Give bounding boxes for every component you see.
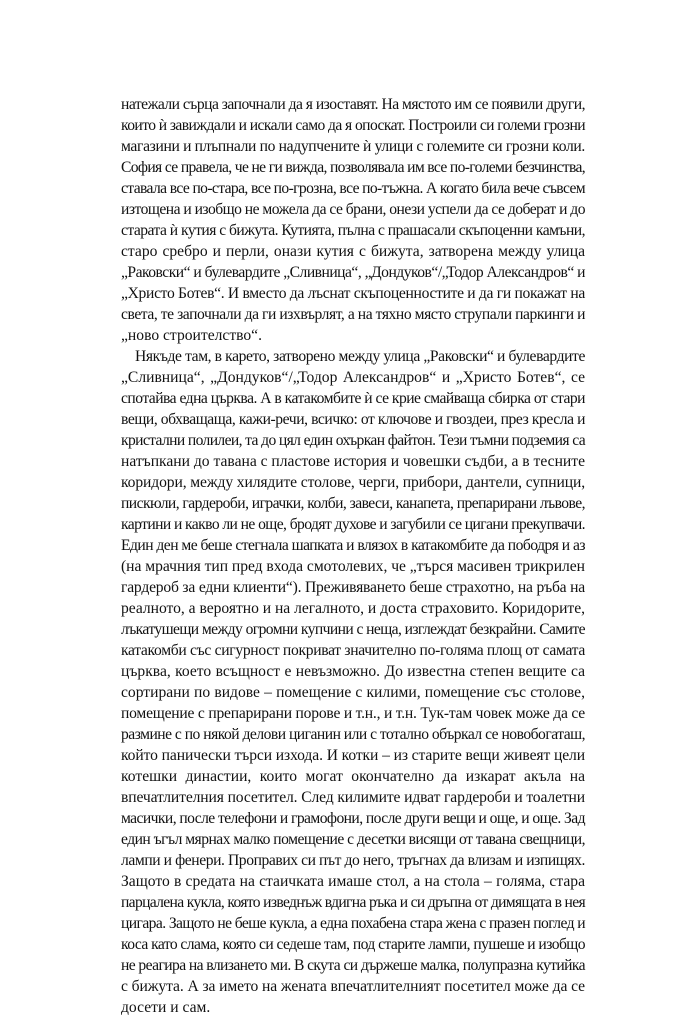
text-line: котешки династии, които могат окончателно да изкарат акъла на — [121, 768, 585, 785]
paragraph — [121, 94, 585, 346]
text-line: коса като слама, която си седеше там, под старите лампи, пушеше и изобщо — [121, 936, 585, 953]
text-line: натъпкани до тавана с пластове история и човешки съдби, а в тесните — [121, 453, 585, 470]
paragraph — [121, 346, 585, 1018]
text-line: лампи и фенери. Проправих си път до него, тръгнах да влизам и изпищях. — [121, 852, 585, 869]
text-line: магазини и плъпнали по надупчените ѝ улици с големите си грозни коли. — [121, 138, 585, 155]
text-line: картини и какво ли не още, бродят духове и загубили се цигани прекупвачи. — [121, 516, 585, 533]
text-line: които ѝ завиждали и искали само да я опоскат. Построили си големи грозни — [121, 117, 585, 134]
text-line: пискюли, гардероби, играчки, колби, завеси, канапета, препарирани лъвове, — [121, 495, 585, 512]
text-line: коридори, между хилядите столове, черги, прибори, дантели, супници, — [121, 474, 585, 491]
text-line: лъкатушещи между огромни купчини с неща, изглеждат безкрайни. Самите — [121, 621, 585, 638]
text-line: „Сливница“, „Дондуков“/„Тодор Александров“ и „Христо Ботев“, се — [121, 369, 585, 386]
text-line: сортирани по видове – помещение с килими, помещение със столове, — [121, 684, 585, 701]
text-line: изтощена и изобщо не можела да се брани, онези успели да се доберат и до — [121, 201, 585, 218]
text-line: натежали сърца започнали да я изоставят. На мястото им се появили други, — [121, 96, 585, 113]
text-line: старо сребро и перли, онази кутия с бижута, затворена между улица — [121, 243, 585, 260]
text-line: размине с по някой делови циганин или с тотално объркал се новобогаташ, — [121, 726, 585, 743]
text-line: (на мрачния тип пред входа смотолевих, че „търся масивен трикрилен — [121, 558, 585, 575]
text-line: света, те започнали да ги изхвърлят, а на тяхно място струпали паркинги и — [121, 306, 585, 323]
text-line: „Христо Ботев“. И вместо да лъснат скъпоценностите и да ги покажат на — [121, 285, 585, 302]
text-line: цигара. Защото не беше кукла, а една похабена стара жена с празен поглед и — [121, 915, 585, 932]
text-line: който панически търси изхода. И котки – из старите вещи живеят цели — [121, 747, 585, 764]
body-text — [121, 94, 585, 1018]
text-line: Един ден ме беше стегнала шапката и влязох в катакомбите да пободря и аз — [121, 537, 585, 554]
text-line: не реагира на влизането ми. В скута си държеше малка, полупразна кутийка — [121, 957, 585, 974]
text-line: катакомби със сигурност покриват значително по-голяма площ от самата — [121, 642, 585, 659]
text-line: впечатлителния посетител. След килимите идват гардероби и тоалетни — [121, 789, 585, 806]
text-line: вещи, обхващаща, кажи-речи, всичко: от ключове и гвоздеи, през кресла и — [121, 411, 585, 428]
text-line: ставала все по-стара, все по-грозна, все по-тъжна. А когато била вече съвсем — [121, 180, 585, 197]
text-line: реалното, а вероятно и на легалното, и доста страховито. Коридорите, — [121, 600, 585, 617]
text-line: масички, после телефони и грамофони, после други вещи и още, и още. Зад — [121, 810, 585, 827]
text-line: църква, което всъщност е невъзможно. До известна степен вещите са — [121, 663, 585, 680]
text-line: гардероб за едни клиенти“). Преживяването беше страхотно, на ръба на — [121, 579, 585, 596]
text-line: София се правела, че не ги вижда, позволявала им все по-големи безчинства, — [121, 159, 585, 176]
text-line: „Раковски“ и булевардите „Сливница“, „Дондуков“/„Тодор Александров“ и — [121, 264, 585, 281]
text-line: Някъде там, в карето, затворено между улица „Раковски“ и булевардите — [121, 348, 585, 365]
text-line: един ъгъл мярнах малко помещение с десетки висящи от тавана свещници, — [121, 831, 585, 848]
text-line: досети и сам. — [121, 999, 211, 1016]
text-line: парцалена кукла, която изведнъж вдигна ръка и си дръпна от димящата в нея — [121, 894, 585, 911]
text-line: „ново строителство“. — [121, 327, 263, 344]
text-line: кристални полилеи, та до цял един охъркан файтон. Тези тъмни подземия са — [121, 432, 585, 449]
text-line: спотайва една църква. А в катакомбите ѝ се крие смайваща сбирка от стари — [121, 390, 585, 407]
text-line: старата ѝ кутия с бижута. Кутията, пълна с прашасали скъпоценни камъни, — [121, 222, 585, 239]
text-line: с бижута. А за името на жената впечатлителният посетител може да се — [121, 978, 585, 995]
text-line: Защото в средата на стаичката имаше стол, а на стола – голяма, стара — [121, 873, 585, 890]
text-line: помещение с препарирани порове и т.н., и т.н. Тук-там човек може да се — [121, 705, 585, 722]
